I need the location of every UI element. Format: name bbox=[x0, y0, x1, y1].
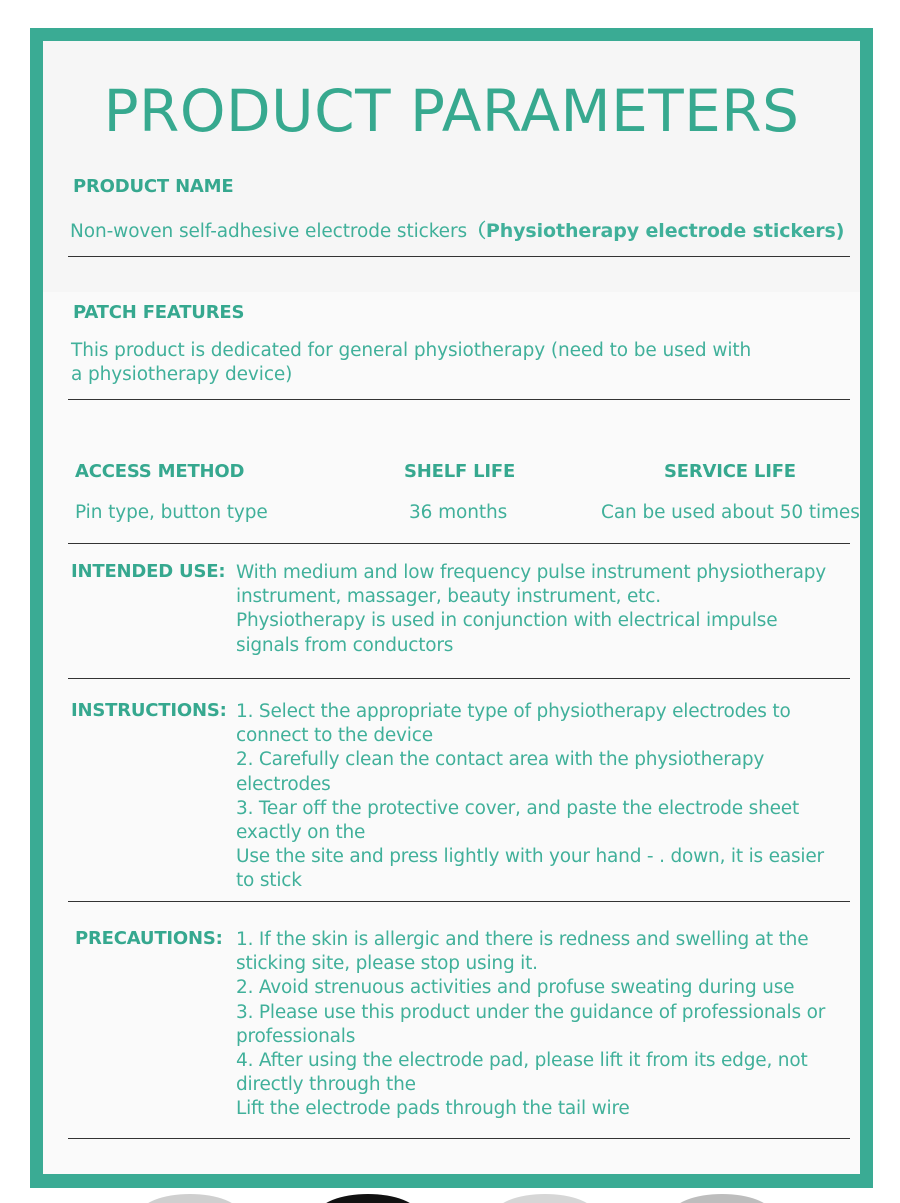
instructions-line: exactly on the bbox=[236, 822, 366, 844]
patch-features-text bbox=[71, 339, 751, 387]
swatch-silver bbox=[672, 1194, 772, 1203]
divider bbox=[68, 901, 850, 902]
instructions-line: 3. Tear off the protective cover, and paste the electrode sheet bbox=[236, 797, 800, 819]
instructions-text bbox=[236, 700, 860, 894]
intended-use-label: INTENDED USE: bbox=[71, 561, 226, 582]
precautions-text bbox=[236, 928, 860, 1122]
service-life-value: Can be used about 50 times bbox=[601, 502, 860, 523]
parameters-panel bbox=[43, 41, 860, 1174]
parameters-frame bbox=[30, 28, 873, 1188]
divider bbox=[68, 399, 850, 400]
precautions-line: sticking site, please stop using it. bbox=[236, 953, 538, 975]
intended-use-text bbox=[236, 561, 860, 658]
patch-features-line: a physiotherapy device) bbox=[71, 364, 293, 385]
product-name-alias: （Physiotherapy electrode stickers) bbox=[467, 220, 845, 242]
access-method-heading: ACCESS METHOD bbox=[75, 461, 245, 482]
intended-use-line: With medium and low frequency pulse instrument physiotherapy bbox=[236, 562, 826, 583]
bottom-swatches bbox=[0, 1194, 900, 1203]
page-title: PRODUCT PARAMETERS bbox=[103, 77, 800, 145]
instructions-line: Use the site and press lightly with your hand - . down, it is easier bbox=[236, 846, 824, 868]
shelf-life-value: 36 months bbox=[409, 502, 508, 523]
precautions-line: 2. Avoid strenuous activities and profuse sweating during use bbox=[236, 977, 795, 999]
intended-use-line: Physiotherapy is used in conjunction with electrical impulse bbox=[236, 610, 778, 632]
precautions-label: PRECAUTIONS: bbox=[75, 928, 223, 949]
instructions-label: INSTRUCTIONS: bbox=[71, 700, 227, 721]
precautions-line: 3. Please use this product under the guidance of professionals or bbox=[236, 1001, 826, 1023]
divider bbox=[68, 543, 850, 544]
access-method-value: Pin type, button type bbox=[75, 502, 268, 523]
instructions-line: electrodes bbox=[236, 773, 331, 795]
instructions-line: to stick bbox=[236, 870, 302, 892]
product-name-heading: PRODUCT NAME bbox=[73, 176, 234, 197]
divider bbox=[68, 256, 850, 257]
product-name-text: Non-woven self-adhesive electrode stickers bbox=[70, 221, 467, 242]
precautions-line: Lift the electrode pads through the tail wire bbox=[236, 1098, 630, 1120]
precautions-line: directly through the bbox=[236, 1074, 416, 1096]
instructions-line: connect to the device bbox=[236, 725, 433, 747]
precautions-line: 1. If the skin is allergic and there is redness and swelling at the bbox=[236, 929, 809, 950]
service-life-heading: SERVICE LIFE bbox=[664, 461, 796, 482]
patch-features-line: This product is dedicated for general physiotherapy (need to be used with bbox=[71, 340, 752, 361]
instructions-line: 2. Carefully clean the contact area with the physiotherapy bbox=[236, 749, 765, 771]
divider bbox=[68, 678, 850, 679]
product-name-value bbox=[70, 219, 844, 244]
precautions-line: 4. After using the electrode pad, please lift it from its edge, not bbox=[236, 1050, 808, 1072]
intended-use-line: signals from conductors bbox=[236, 634, 454, 656]
intended-use-line: instrument, massager, beauty instrument, etc. bbox=[236, 586, 661, 608]
swatch-light-gray bbox=[495, 1194, 595, 1203]
instructions-line: 1. Select the appropriate type of physiotherapy electrodes to bbox=[236, 701, 791, 722]
shelf-life-heading: SHELF LIFE bbox=[404, 461, 516, 482]
swatch-black bbox=[318, 1194, 418, 1203]
divider bbox=[68, 1138, 850, 1139]
patch-features-heading: PATCH FEATURES bbox=[73, 302, 245, 323]
precautions-line: professionals bbox=[236, 1025, 356, 1047]
swatch-gray bbox=[140, 1194, 240, 1203]
